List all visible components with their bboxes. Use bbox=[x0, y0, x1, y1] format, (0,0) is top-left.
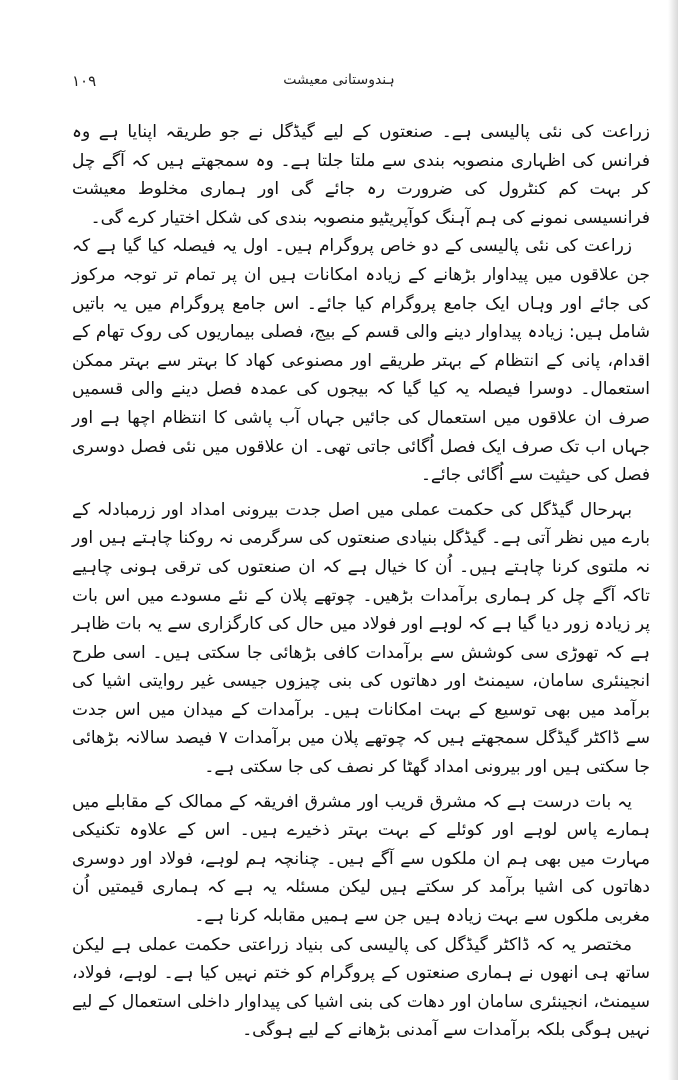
body-text bbox=[72, 118, 650, 1041]
page-number: ۱۰۹ bbox=[72, 72, 97, 90]
paragraph: بہرحال گیڈگل کی حکمت عملی میں اصل جدت بیرونی امداد اور زرمبادلہ کے بارے میں نظر آتی ہے۔ گیڈگل بنیادی صنعتوں کی سرگرمی نہ روکنا چاہتے ہیں اور نہ ملتوی کرنا چاہتے ہیں۔ اُن کا خیال ہے کہ ان صنعتوں کی ترقی ہونی چاہیے تاکہ آگے چل کر ہماری برآمدات بڑھیں۔ چوتھے پلان کے نئے مسودے میں اس بات پر زیادہ زور دیا گیا ہے کہ لوہے اور فولاد میں حال کی کارگزاری سے یہ بات ظاہر ہے کہ تھوڑی سی کوشش سے برآمدات کافی بڑھائی جا سکتی ہیں۔ اسی طرح انجینئری سامان، سیمنٹ اور دھاتوں کی بنی چیزوں جیسی غیر روایتی اشیا کی برآمد میں بھی توسیع کے بہت امکانات ہیں۔ برآمدات کے میدان میں اس جدت سے ڈاکٹر گیڈگل سمجھتے ہیں کہ چوتھے پلان میں برآمدات ۷ فیصد سالانہ بڑھائی جا سکتی ہیں اور بیرونی امداد گھٹا کر نصف کی جا سکتی ہے۔ bbox=[72, 499, 650, 778]
running-title: ہندوستانی معیشت bbox=[283, 72, 395, 88]
paragraph: مختصر یہ کہ ڈاکٹر گیڈگل کی پالیسی کی بنیاد زراعتی حکمت عملی ہے لیکن ساتھ ہی انھوں نے ہماری صنعتوں کے پروگرام کو ختم نہیں کیا ہے۔ لوہے، فولاد، سیمنٹ، انجینئری سامان اور دھات کی بنی اشیا کی پیداوار داخلی استعمال کے لیے نہیں ہوگی بلکہ برآمدات سے آمدنی بڑھانے کے لیے ہوگی۔ bbox=[72, 934, 650, 1041]
page-gutter-shadow bbox=[668, 0, 678, 1080]
page-header bbox=[0, 72, 678, 96]
paragraph: زراعت کی نئی پالیسی کے دو خاص پروگرام ہیں۔ اول یہ فیصلہ کیا گیا ہے کہ جن علاقوں میں پیداوار بڑھانے کے زیادہ امکانات ہیں ان پر تمام تر توجہ مرکوز کی جائے اور وہاں ایک جامع پروگرام کیا جائے۔ اس جامع پروگرام میں یہ باتیں شامل ہیں: زیادہ پیداوار دینے والی قسم کے بیج، فصلی بیماریوں کی روک تھام کے اقدام، پانی کے انتظام کے بہتر طریقے اور مصنوعی کھاد کا بہتر سے بہتر ممکن استعمال۔ دوسرا فیصلہ یہ کیا گیا کہ بیجوں کی عمدہ فصل دینے والی قسمیں صرف ان علاقوں میں استعمال کی جائیں جہاں آب پاشی کا انتظام اچھا ہے اور جہاں اب تک صرف ایک فصل اُگائی جاتی تھی۔ ان علاقوں میں نئی فصل دوسری فصل کی حیثیت سے اُگائی جائے۔ bbox=[72, 236, 650, 486]
paragraph: زراعت کی نئی پالیسی ہے۔ صنعتوں کے لیے گیڈگل نے جو طریقہ اپنایا ہے وہ فرانس کی اظہاری منصوبہ بندی سے ملتا جلتا ہے۔ وہ سمجھتے ہیں کہ آگے چل کر بہت کم کنٹرول کی ضرورت رہ جائے گی اور ہماری مخلوط معیشت فرانسیسی نمونے کی ہم آہنگ کوآپریٹیو منصوبہ بندی کی شکل اختیار کرے گی۔ bbox=[72, 122, 650, 228]
paragraph: یہ بات درست ہے کہ مشرق قریب اور مشرق افریقہ کے ممالک کے مقابلے میں ہمارے پاس لوہے اور کوئلے کے بہت بہتر ذخیرے ہیں۔ اس کے علاوہ تکنیکی مہارت میں بھی ہم ان ملکوں سے آگے ہیں۔ چنانچہ ہم لوہے، فولاد اور دوسری دھاتوں کی اشیا برآمد کر سکتے ہیں لیکن مسئلہ یہ ہے کہ ہماری قیمتیں اُن مغربی ملکوں سے بہت زیادہ ہیں جن سے ہمیں مقابلہ کرنا ہے۔ bbox=[72, 791, 650, 927]
